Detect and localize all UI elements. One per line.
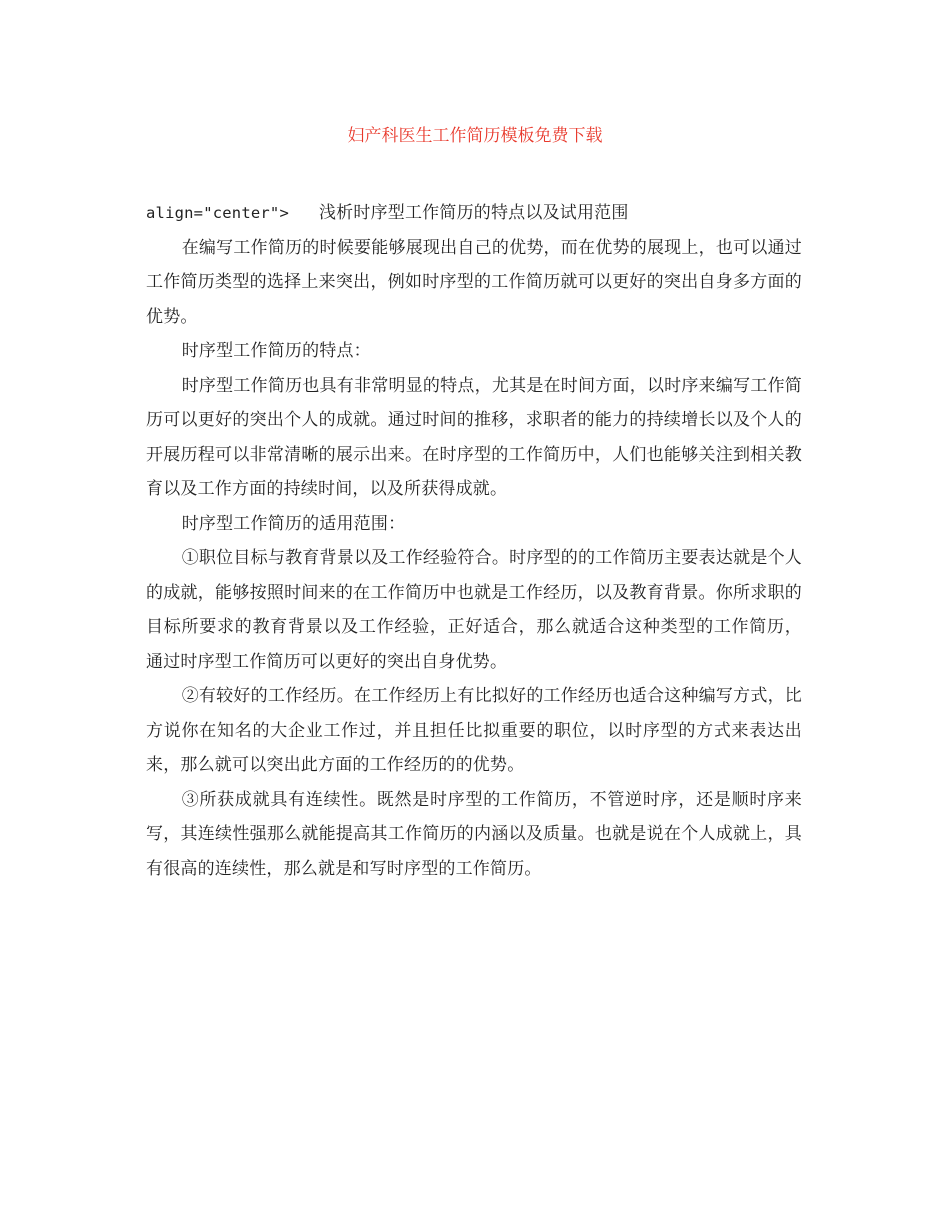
paragraph-scope-2: ②有较好的工作经历。在工作经历上有比拟好的工作经历也适合这种编写方式，比方说你在知名的大企业工作过，并且担任比拟重要的职位，以时序型的方式来表达出来，那么就可以突出此方面的工作经历的的优势。: [146, 686, 802, 775]
heading-scope: 时序型工作简历的适用范围：: [181, 513, 406, 534]
paragraph-features: 时序型工作简历也具有非常明显的特点，尤其是在时间方面，以时序来编写工作简历可以更好的突出个人的成就。通过时间的推移，求职者的能力的持续增长以及个人的开展历程可以非常清晰的展示出来。在时序型的工作简历中，人们也能够关注到相关教育以及工作方面的持续时间，以及所获得成就。: [146, 375, 802, 499]
heading-features: 时序型工作简历的特点：: [181, 341, 371, 361]
article-subtitle: 浅析时序型工作简历的特点以及试用范围: [318, 203, 629, 223]
paragraph-intro: 在编写工作简历的时候要能够展现出自己的优势，而在优势的展现上，也可以通过工作简历类型的选择上来突出，例如时序型的工作简历就可以更好的突出自身多方面的优势。: [146, 237, 802, 327]
subtitle-line: [146, 196, 802, 231]
paragraph-scope-3: ③所获成就具有连续性。既然是时序型的工作简历，不管逆时序，还是顺时序来写，其连续性强那么就能提高其工作简历的内涵以及质量。也就是说在个人成就上，具有很高的连续性，那么就是和写时序型的工作简历。: [146, 789, 802, 879]
document-title: 妇产科医生工作简历模板免费下载: [347, 126, 603, 146]
document-body: [146, 196, 802, 886]
html-fragment-text: align="center">: [146, 204, 289, 222]
paragraph-scope-1: ①职位目标与教育背景以及工作经验符合。时序型的的工作简历主要表达就是个人的成就，能够按照时间来的在工作简历中也就是工作经历，以及教育背景。你所求职的目标所要求的教育背景以及工作经验，正好适合，那么就适合这种类型的工作简历， 通过时序型工作简历可以更好的突出自身优势。: [146, 548, 802, 672]
